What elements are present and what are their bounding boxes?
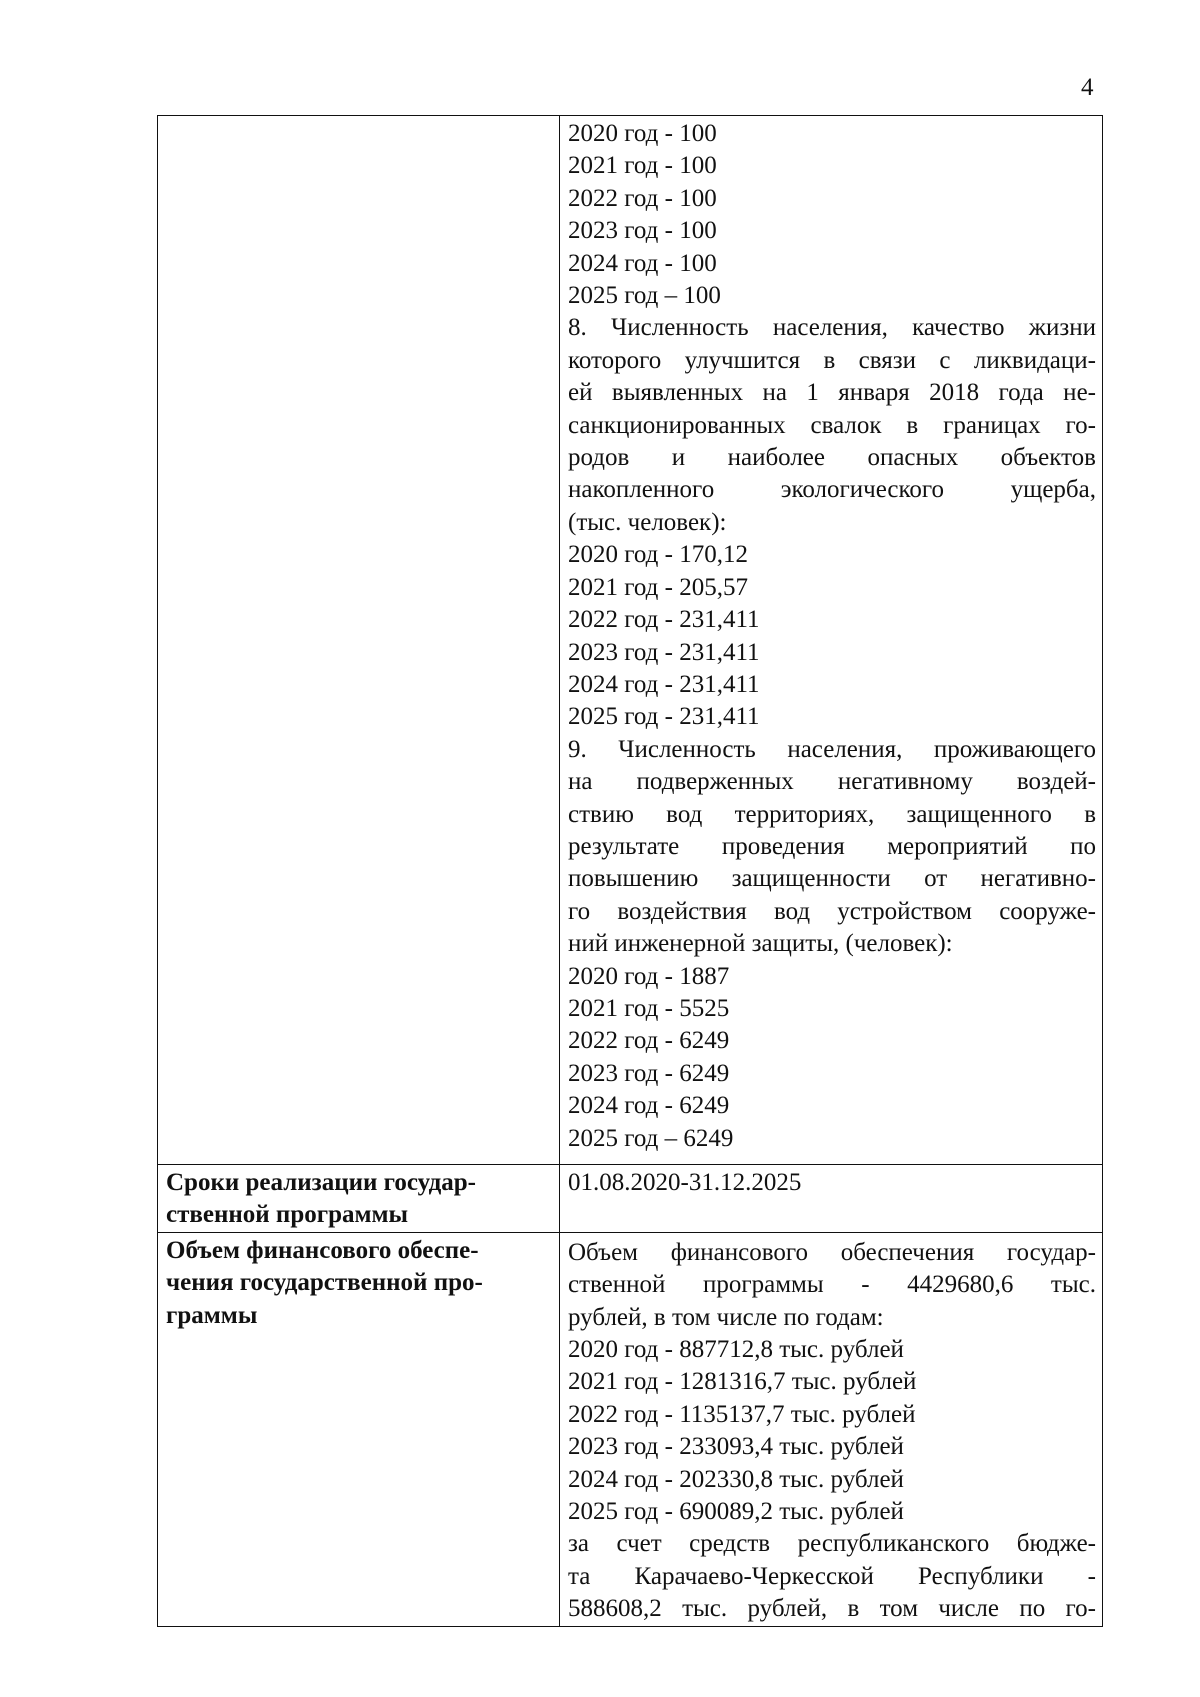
- indicator-8-text-line: которого улучшится в связи с ликвидаци-: [568, 346, 1096, 374]
- finance-budget-line: 588608,2 тыс. рублей, в том числе по го-: [568, 1595, 1096, 1623]
- finance-budget-line: за счет средств республиканского бюдже-: [568, 1530, 1096, 1558]
- indicator-9-text-line: повышению защищенности от негативно-: [568, 865, 1096, 893]
- indicator-9-text-line: ствию вод территориях, защищенного в: [568, 800, 1096, 828]
- finance-label-line: чения государственной про-: [166, 1269, 483, 1297]
- finance-value-cell: [560, 1232, 1103, 1626]
- indicator-year-line: 2023 год - 100: [568, 217, 717, 245]
- indicator-year-line: 2021 год - 100: [568, 152, 717, 180]
- page-number: 4: [1081, 74, 1094, 101]
- indicator-8-year-line: 2021 год - 205,57: [568, 573, 748, 601]
- indicator-9-text-line: ний инженерной защиты, (человек):: [568, 930, 953, 958]
- program-passport-table: [157, 115, 1103, 1627]
- indicator-9-year-line: 2023 год - 6249: [568, 1059, 730, 1087]
- indicator-9-year-line: 2021 год - 5525: [568, 994, 730, 1022]
- indicator-9-year-line: 2020 год - 1887: [568, 962, 730, 990]
- indicator-8-text-line: ей выявленных на 1 января 2018 года не-: [568, 379, 1096, 407]
- indicator-8-text-line: 8. Численность населения, качество жизни: [568, 314, 1096, 342]
- term-label-line: Сроки реализации государ-: [166, 1169, 476, 1196]
- indicator-year-line: 2024 год - 100: [568, 249, 717, 277]
- indicator-8-year-line: 2023 год - 231,411: [568, 638, 760, 666]
- indicators-label-cell: [158, 116, 560, 1165]
- indicator-9-year-line: 2024 год - 6249: [568, 1092, 730, 1120]
- term-value: 01.08.2020-31.12.2025: [568, 1169, 802, 1196]
- term-value-cell: [560, 1165, 1103, 1233]
- finance-intro-line: рублей, в том числе по годам:: [568, 1303, 884, 1331]
- finance-year-line: 2021 год - 1281316,7 тыс. рублей: [568, 1368, 917, 1396]
- finance-year-line: 2024 год - 202330,8 тыс. рублей: [568, 1465, 904, 1493]
- finance-intro-line: ственной программы - 4429680,6 тыс.: [568, 1271, 1096, 1299]
- finance-label-line: граммы: [166, 1301, 258, 1329]
- indicator-year-line: 2022 год - 100: [568, 184, 717, 212]
- indicator-8-text-line: накопленного экологического ущерба,: [568, 476, 1096, 504]
- finance-row: [158, 1232, 1103, 1626]
- indicator-8-text-line: (тыс. человек):: [568, 508, 727, 536]
- indicator-8-text-line: санкционированных свалок в границах го-: [568, 411, 1096, 439]
- indicator-8-year-line: 2024 год - 231,411: [568, 670, 760, 698]
- indicators-value-cell: [560, 116, 1103, 1165]
- finance-label-cell: [158, 1232, 560, 1626]
- term-row: [158, 1165, 1103, 1233]
- finance-year-line: 2022 год - 1135137,7 тыс. рублей: [568, 1400, 916, 1428]
- term-label-cell: [158, 1165, 560, 1233]
- finance-year-line: 2020 год - 887712,8 тыс. рублей: [568, 1336, 904, 1364]
- indicators-row: [158, 116, 1103, 1165]
- indicator-8-text-line: родов и наиболее опасных объектов: [568, 444, 1096, 472]
- indicator-9-text-line: на подверженных негативному воздей-: [568, 768, 1096, 796]
- indicator-9-text-line: 9. Численность населения, проживающего: [568, 735, 1096, 763]
- finance-year-line: 2023 год - 233093,4 тыс. рублей: [568, 1433, 904, 1461]
- indicator-8-year-line: 2020 год - 170,12: [568, 541, 748, 569]
- finance-label-line: Объем финансового обеспе-: [166, 1236, 479, 1264]
- indicator-9-text-line: го воздействия вод устройством сооруже-: [568, 897, 1096, 925]
- indicator-year-line: 2025 год – 100: [568, 282, 721, 310]
- indicator-9-text-line: результате проведения мероприятий по: [568, 832, 1096, 860]
- indicator-8-year-line: 2022 год - 231,411: [568, 606, 760, 634]
- finance-budget-line: та Карачаево-Черкесской Республики -: [568, 1562, 1096, 1590]
- finance-intro-line: Объем финансового обеспечения государ-: [568, 1238, 1096, 1266]
- term-label-line: ственной программы: [166, 1201, 409, 1229]
- indicator-year-line: 2020 год - 100: [568, 120, 717, 147]
- indicator-8-year-line: 2025 год - 231,411: [568, 703, 760, 731]
- indicator-9-year-line: 2025 год – 6249: [568, 1124, 734, 1152]
- finance-year-line: 2025 год - 690089,2 тыс. рублей: [568, 1498, 904, 1526]
- indicator-9-year-line: 2022 год - 6249: [568, 1027, 730, 1055]
